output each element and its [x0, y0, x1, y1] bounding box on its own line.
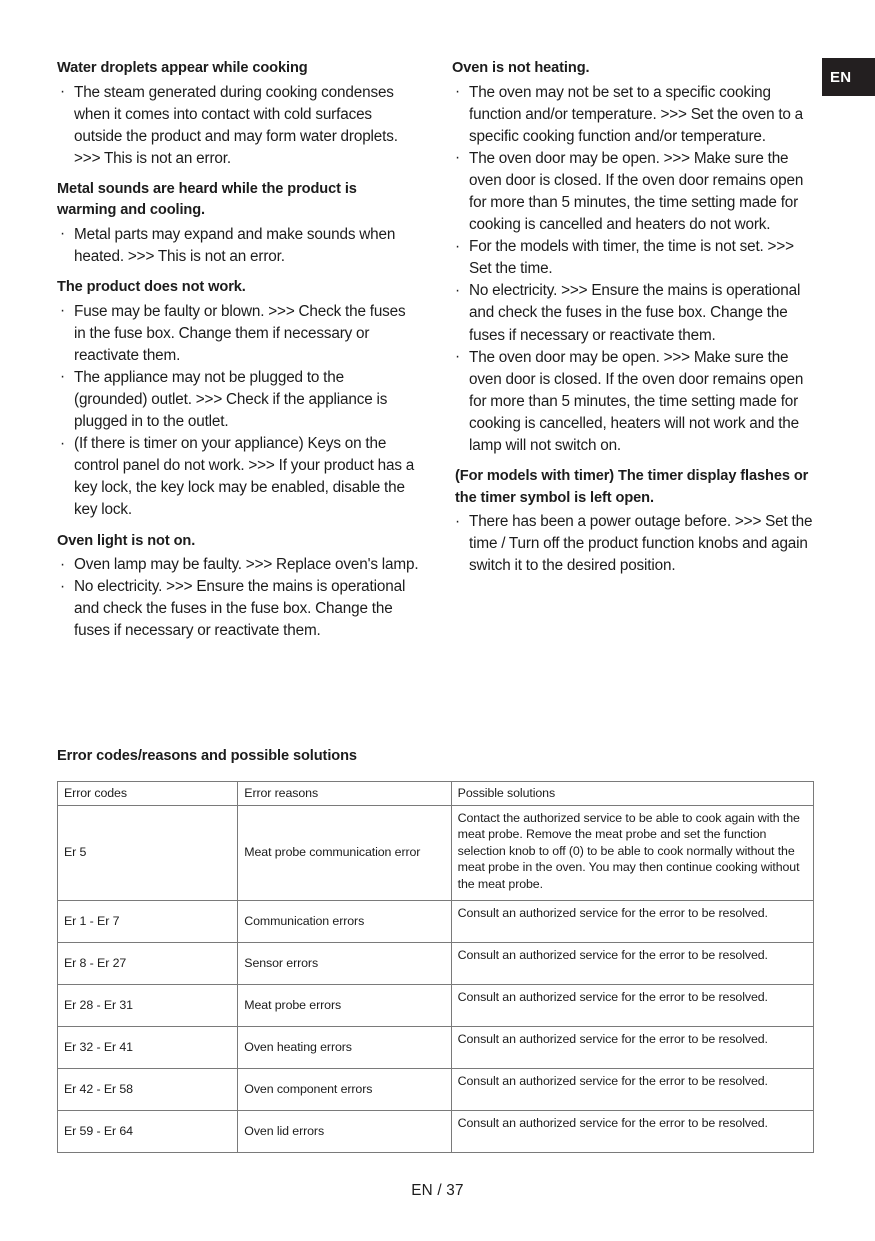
table-row — [58, 984, 814, 1026]
list-item-text: The oven door may be open. >>> Make sure the oven door is closed. If the oven door remains open for more than 5 minutes, the time setting made for cooking is cancelled and heaters do not work. — [469, 149, 804, 234]
cell-error-reason: Communication errors — [238, 900, 451, 942]
list-item — [452, 236, 814, 280]
language-tab: EN — [822, 58, 875, 96]
bullet-icon: · — [455, 512, 460, 530]
list-item — [57, 554, 419, 576]
list-item — [452, 82, 814, 148]
bullet-icon: · — [60, 83, 65, 100]
bullet-list-product-does-not-work — [57, 301, 419, 522]
list-item — [57, 367, 419, 433]
column-header-error-reasons: Error reasons — [238, 782, 451, 806]
page-footer: EN / 37 — [411, 1182, 464, 1199]
list-item-text: Fuse may be faulty or blown. >>> Check the fuses in the fuse box. Change them if necessary or reactivate them. — [74, 302, 406, 364]
column-header-possible-solutions: Possible solutions — [451, 782, 813, 806]
list-item-text: Metal parts may expand and make sounds when heated. >>> This is not an error. — [74, 225, 396, 265]
list-item-text: (If there is timer on your appliance) Keys on the control panel do not work. >>> If your product has a key lock, the key lock may be enabled, disable the key lock. — [74, 435, 415, 519]
list-item-text: The appliance may not be plugged to the (grounded) outlet. >>> Check if the appliance is plugged in to the outlet. — [74, 368, 388, 431]
cell-possible-solution: Consult an authorized service for the error to be resolved. — [451, 1110, 813, 1152]
table-row — [58, 942, 814, 984]
cell-error-reason: Oven lid errors — [238, 1110, 451, 1152]
section-heading-oven-light-not-on: Oven light is not on. — [57, 532, 196, 549]
table-row — [58, 1110, 814, 1152]
cell-error-code: Er 59 - Er 64 — [58, 1110, 238, 1152]
bullet-icon: · — [60, 434, 65, 452]
cell-possible-solution: Consult an authorized service for the error to be resolved. — [451, 984, 813, 1026]
bullet-icon: · — [455, 281, 460, 299]
cell-error-code: Er 42 - Er 58 — [58, 1068, 238, 1110]
section-heading-metal-sounds: Metal sounds are heard while the product is warming and cooling. — [57, 180, 357, 219]
list-item — [57, 576, 419, 642]
cell-error-reason: Meat probe errors — [238, 984, 451, 1026]
cell-error-reason: Sensor errors — [238, 942, 451, 984]
cell-error-code: Er 28 - Er 31 — [58, 984, 238, 1026]
list-item — [452, 511, 814, 577]
list-item-text: No electricity. >>> Ensure the mains is operational and check the fuses in the fuse box. Change the fuses if necessary or reactivate them. — [469, 282, 801, 344]
bullet-icon: · — [455, 348, 460, 366]
bullet-list-water-droplets — [57, 82, 419, 170]
bullet-list-oven-light-not-on — [57, 554, 419, 642]
cell-error-reason: Meat probe communication error — [238, 805, 451, 900]
cell-error-code: Er 1 - Er 7 — [58, 900, 238, 942]
list-item — [57, 301, 419, 367]
left-text-column — [57, 58, 419, 642]
list-item — [452, 280, 814, 346]
cell-error-code: Er 32 - Er 41 — [58, 1026, 238, 1068]
cell-possible-solution: Consult an authorized service for the error to be resolved. — [451, 900, 813, 942]
list-item-text: No electricity. >>> Ensure the mains is operational and check the fuses in the fuse box. Change the fuses if necessary or reactivate them. — [74, 578, 406, 640]
bullet-list-oven-not-heating — [452, 82, 814, 458]
column-header-error-codes: Error codes — [58, 782, 238, 806]
bullet-list-timer-display-flashes — [452, 511, 814, 577]
table-row — [58, 1026, 814, 1068]
list-item-text: The oven door may be open. >>> Make sure the oven door is closed. If the oven door remains open for more than 5 minutes, the time setting made for cooking is cancelled, heaters will not work and the lamp will not switch on. — [469, 348, 804, 454]
bullet-icon: · — [60, 555, 65, 573]
list-item — [452, 148, 814, 236]
list-item — [57, 433, 419, 521]
list-item — [57, 82, 419, 170]
section-heading-water-droplets: Water droplets appear while cooking — [57, 60, 308, 76]
table-row — [58, 805, 814, 900]
bullet-icon: · — [60, 302, 65, 320]
right-text-column — [452, 58, 814, 577]
bullet-icon: · — [455, 83, 460, 100]
list-item-text: The oven may not be set to a specific cooking function and/or temperature. >>> Set the oven to a specific cooking function and/or temperature. — [469, 83, 804, 145]
list-item — [452, 347, 814, 457]
cell-possible-solution: Consult an authorized service for the error to be resolved. — [451, 1026, 813, 1068]
bullet-icon: · — [60, 368, 65, 386]
list-item-text: For the models with timer, the time is not set. >>> Set the time. — [469, 238, 794, 278]
bullet-icon: · — [455, 237, 460, 255]
section-heading-timer-display-flashes: (For models with timer) The timer display flashes or the timer symbol is left open. — [455, 468, 809, 506]
bullet-list-metal-sounds — [57, 224, 419, 268]
list-item-text: Oven lamp may be faulty. >>> Replace oven's lamp. — [74, 556, 419, 573]
cell-possible-solution: Consult an authorized service for the error to be resolved. — [451, 1068, 813, 1110]
cell-error-code: Er 8 - Er 27 — [58, 942, 238, 984]
table-row — [58, 900, 814, 942]
list-item-text: There has been a power outage before. >>> Set the time / Turn off the product function knobs and again switch it to the desired position. — [469, 513, 813, 575]
table-header-row — [58, 782, 814, 806]
cell-error-reason: Oven component errors — [238, 1068, 451, 1110]
cell-error-code: Er 5 — [58, 805, 238, 900]
cell-possible-solution: Contact the authorized service to be able to cook again with the meat probe. Remove the meat probe and set the function selection knob to off (0) to be able to cook normally without the meat probe in the oven. You may then continue cooking without the meat probe. — [451, 805, 813, 900]
bullet-icon: · — [60, 225, 65, 243]
bullet-icon: · — [455, 149, 460, 167]
list-item-text: The steam generated during cooking condenses when it comes into contact with cold surfaces outside the product and may form water droplets. >>> This is not an error. — [74, 83, 398, 167]
table-caption: Error codes/reasons and possible solutions — [57, 748, 357, 764]
section-heading-oven-not-heating: Oven is not heating. — [452, 60, 590, 76]
section-heading-product-does-not-work: The product does not work. — [57, 279, 246, 296]
cell-error-reason: Oven heating errors — [238, 1026, 451, 1068]
table-row — [58, 1068, 814, 1110]
error-codes-table — [57, 781, 814, 1153]
cell-possible-solution: Consult an authorized service for the error to be resolved. — [451, 942, 813, 984]
bullet-icon: · — [60, 577, 65, 595]
list-item — [57, 224, 419, 268]
